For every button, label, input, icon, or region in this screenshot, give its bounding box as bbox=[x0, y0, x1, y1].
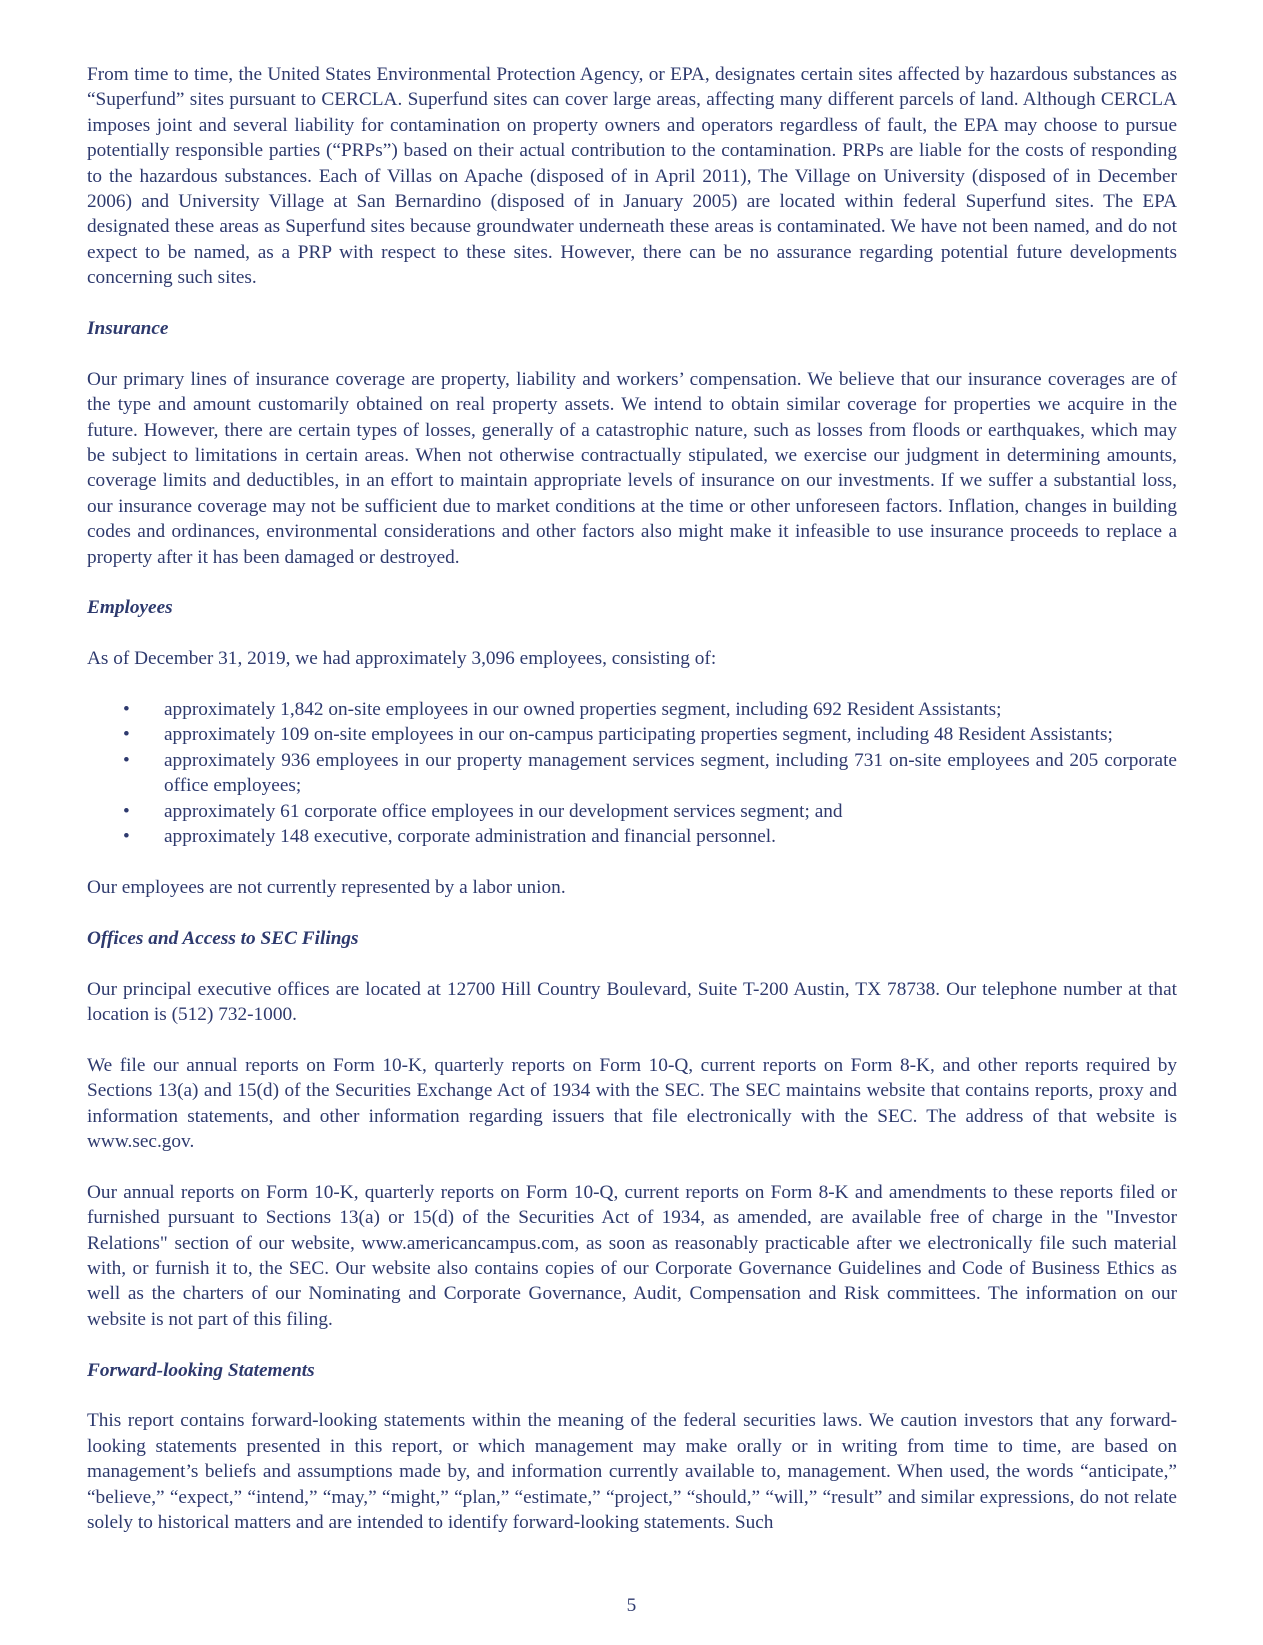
list-item: • approximately 109 on-site employees in our on-campus participating properties segment, including 48 Resident Assistants; bbox=[87, 722, 1177, 747]
paragraph-website: Our annual reports on Form 10-K, quarterly reports on Form 10-Q, current reports on Form 8-K and amendments to these reports filed or furnished pursuant to Sections 13(a) or 15(d) of the Securities Act of 1934, as amended, are available free of charge in the "Investor Relations" section of our website, www.americancampus.com, as soon as reasonably practicable after we electronically file such material with, or furnish it to, the SEC. Our website also contains copies of our Corporate Governance Guidelines and Code of Business Ethics as well as the charters of our Nominating and Corporate Governance, Audit, Compensation and Risk committees. The information on our website is not part of this filing. bbox=[87, 1181, 1177, 1330]
paragraph-sec-filings: We file our annual reports on Form 10-K, quarterly reports on Form 10-Q, current reports on Form 8-K, and other reports required by Sections 13(a) and 15(d) of the Securities Exchange Act of 1934 with the SEC. The SEC maintains website that contains reports, proxy and information statements, and other information regarding issuers that file electronically with the SEC. The address of that website is www.sec.gov. bbox=[87, 1054, 1177, 1152]
bullet-icon: • bbox=[123, 800, 130, 822]
paragraph-offices: Our principal executive offices are located at 12700 Hill Country Boulevard, Suite T-200 Austin, TX 78738. Our telephone number at that location is (512) 732-1000. bbox=[87, 978, 1177, 1025]
bullet-icon: • bbox=[123, 749, 130, 771]
heading-insurance: Insurance bbox=[87, 318, 169, 340]
paragraph-forward-looking: This report contains forward-looking statements within the meaning of the federal securities laws. We caution investors that any forward-looking statements presented in this report, or which management may make orally or in writing from time to time, are based on management’s beliefs and assumptions made by, and information currently available to, management. When used, the words “anticipate,” “believe,” “expect,” “intend,” “may,” “might,” “plan,” “estimate,” “project,” “should,” “will,” “result” and similar expressions, do not relate solely to historical matters and are intended to identify forward-looking statements. Such bbox=[87, 1410, 1177, 1533]
list-item: • approximately 936 employees in our property management services segment, including 731 on-site employees and 205 corporate office employees; bbox=[123, 749, 1177, 797]
bullet-icon: • bbox=[123, 699, 130, 721]
bullet-icon: • bbox=[123, 826, 130, 848]
list-item: • approximately 1,842 on-site employees in our owned properties segment, including 692 Resident Assistants; bbox=[87, 697, 1177, 722]
heading-forward-looking: Forward-looking Statements bbox=[87, 1359, 315, 1381]
page-number: 5 bbox=[626, 1595, 637, 1616]
paragraph-employees-union: Our employees are not currently represented by a labor union. bbox=[87, 876, 566, 898]
list-item: • approximately 148 executive, corporate administration and financial personnel. bbox=[87, 824, 1177, 849]
paragraph-insurance: Our primary lines of insurance coverage are property, liability and workers’ compensation. We believe that our insurance coverages are of the type and amount customarily obtained on real property assets. We intend to obtain similar coverage for properties we acquire in the future. However, there are certain types of losses, generally of a catastrophic nature, such as losses from floods or earthquakes, which may be subject to limitations in certain areas. When not otherwise contractually stipulated, we exercise our judgment in determining amounts, coverage limits and deductibles, in an effort to maintain appropriate levels of insurance on our investments. If we suffer a substantial loss, our insurance coverage may not be sufficient due to market conditions at the time or other unforeseen factors. Inflation, changes in building codes and ordinances, environmental considerations and other factors also might make it infeasible to use insurance proceeds to replace a property after it has been damaged or destroyed. bbox=[87, 368, 1177, 568]
heading-offices: Offices and Access to SEC Filings bbox=[87, 927, 359, 949]
list-item: • approximately 61 corporate office employees in our development services segment; and bbox=[87, 799, 1177, 824]
paragraph-employees-intro: As of December 31, 2019, we had approximately 3,096 employees, consisting of: bbox=[87, 648, 717, 670]
employee-bullet-list bbox=[87, 697, 1177, 849]
paragraph-superfund: From time to time, the United States Environmental Protection Agency, or EPA, designates certain sites affected by hazardous substances as “Superfund” sites pursuant to CERCLA. Superfund sites can cover large areas, affecting many different parcels of land. Although CERCLA imposes joint and several liability for contamination on property owners and operators regardless of fault, the EPA may choose to pursue potentially responsible parties (“PRPs”) based on their actual contribution to the contamination. PRPs are liable for the costs of responding to the hazardous substances. Each of Villas on Apache (disposed of in April 2011), The Village on University (disposed of in December 2006) and University Village at San Bernardino (disposed of in January 2005) are located within federal Superfund sites. The EPA designated these areas as Superfund sites because groundwater underneath these areas is contaminated. We have not been named, and do not expect to be named, as a PRP with respect to these sites. However, there can be no assurance regarding potential future developments concerning such sites. bbox=[87, 64, 1177, 289]
document-page bbox=[87, 62, 1177, 1535]
heading-employees: Employees bbox=[87, 597, 173, 619]
bullet-icon: • bbox=[123, 724, 130, 746]
